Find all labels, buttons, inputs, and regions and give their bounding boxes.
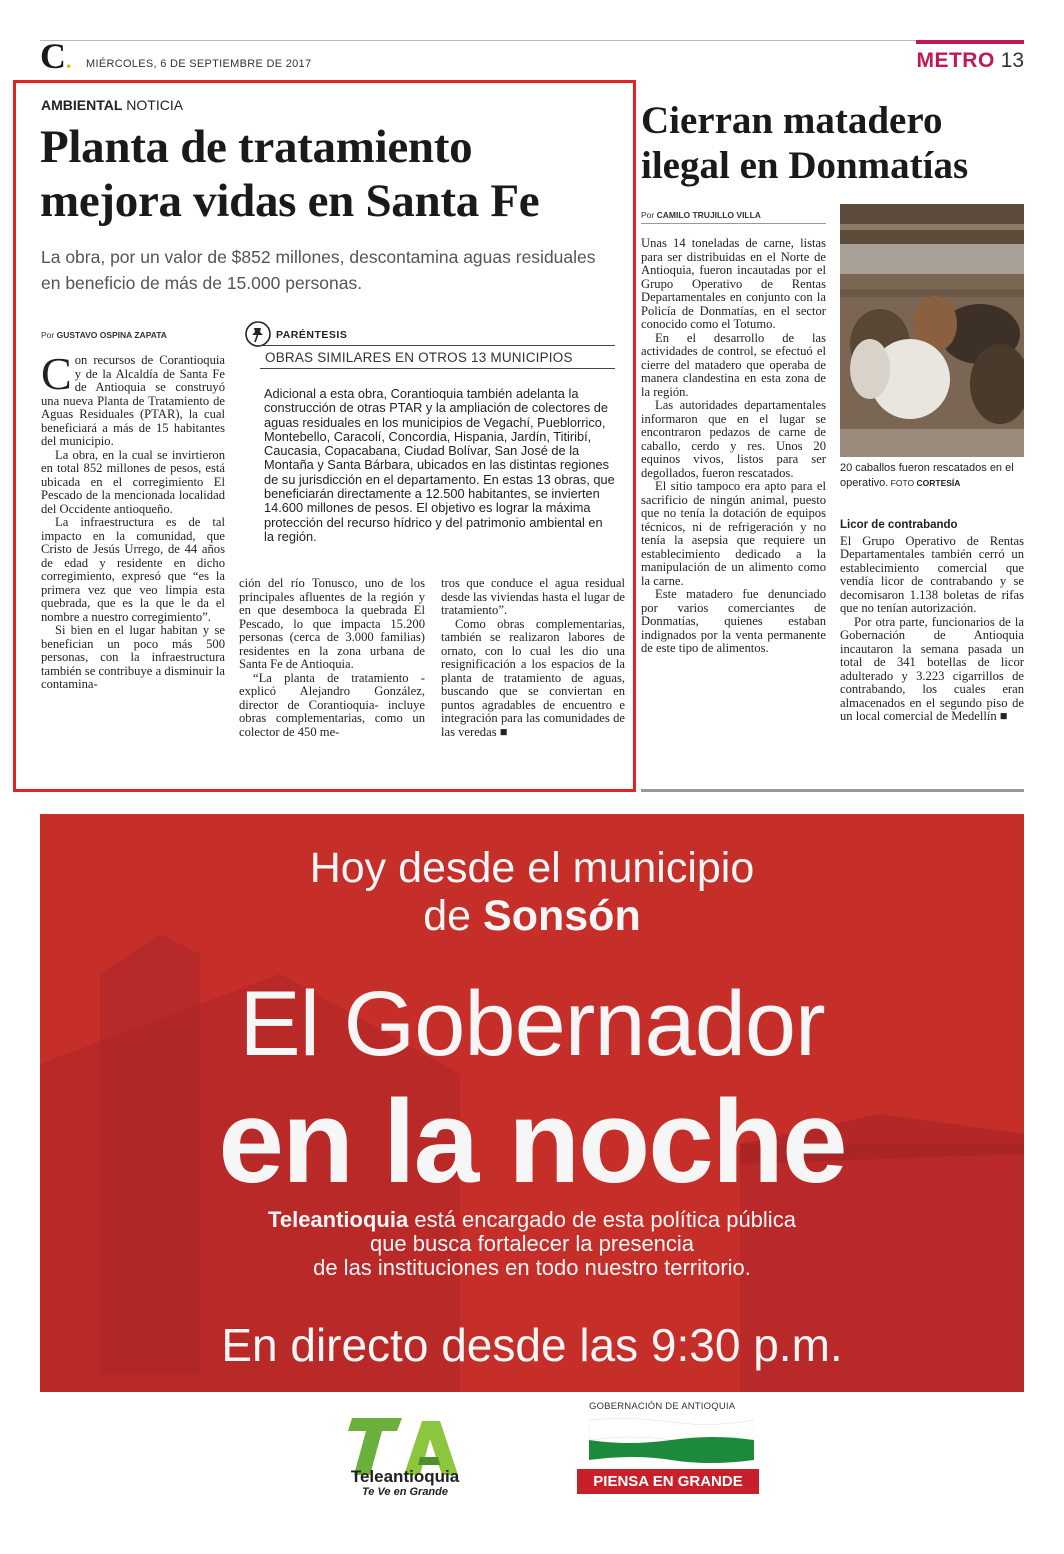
paragraph: La obra, en la cual se invirtieron en total 852 millones de pesos, está ubicada en el corregimiento El Pescado de la mencionada localidad del Occidente antioqueño.: [41, 447, 225, 516]
ad-line-5: Teleantioquia está encargado de esta política pública: [268, 1207, 796, 1232]
side-column-2: [840, 519, 1024, 724]
paragraph: Con recursos de Corantioquia y de la Alcaldía de Santa Fe de Antioquia se construyó una nueva Planta de Tratamiento de Aguas Residuales (PTAR), la cual beneficiará a más de 15 habitantes del municipio.: [41, 348, 225, 448]
gobernacion-label: GOBERNACIÓN DE ANTIOQUIA: [589, 1401, 736, 1412]
teleantioquia-name: Teleantioquia: [350, 1467, 460, 1486]
section-header: [916, 50, 1024, 72]
paragraph: Este matadero fue denunciado por varios comerciantes de Donmatías, quienes estaban indignados por la venta permanente de este tipo de alimentos.: [641, 587, 826, 655]
article-column-3: [441, 577, 625, 739]
ad-title: El Gobernador: [239, 973, 825, 1075]
paragraph: La infraestructura es de tal impacto en la comunidad, que Cristo de Jesús Urrego, de 44 años de edad y residente en dicho corregimiento, expresó que “es la primera vez que veo limpia esta quebrada, que es la que le da el nombre a nuestro corregimiento”.: [41, 515, 225, 624]
article-column-2: [239, 577, 425, 739]
section-name: METRO: [916, 49, 995, 72]
article-column-1: [41, 348, 225, 692]
side-bottom-rule: [641, 789, 1024, 792]
paragraph: Como obras complementarias, también se realizaron labores de ornato, con lo cual les dio una resignificación a los espacios de la planta de tratamiento de aguas, buscando que se conviertan en puntos agradables de encuentro e integración para las comunidades de las veredas ■: [441, 616, 625, 739]
paragraph: El Grupo Operativo de Rentas Departamentales también cerró un establecimiento comercial que vendía licor de contrabando y se decomisaron 1.138 boletas de rifas que no tenían autorización.: [840, 533, 1024, 615]
side-column-1: [641, 237, 826, 656]
ad-schedule: En directo desde las 9:30 p.m.: [221, 1319, 843, 1371]
ad-title-bold: en la noche: [218, 1076, 846, 1208]
gobernacion-banner: PIENSA EN GRANDE: [577, 1469, 759, 1494]
side-byline: Por CAMILO TRUJILLO VILLA: [641, 210, 761, 220]
ad-line-2: de Sonsón: [423, 892, 641, 940]
paragraph: tros que conduce el agua residual desde las viviendas hasta el lugar de tratamiento”.: [441, 576, 625, 617]
article-headline: Planta de tratamiento mejora vidas en Santa Fe: [40, 121, 540, 227]
paragraph: Las autoridades departamentales informaron que en el lugar se encontraron pedazos de carne de caballo, cerdo y res. Unos 20 equinos vivos, listos para ser degollados, fueron rescatados.: [641, 398, 826, 480]
parentesis-title: OBRAS SIMILARES EN OTROS 13 MUNICIPIOS: [260, 345, 615, 369]
drop-cap: C: [41, 348, 72, 399]
side-byline-rule: [641, 223, 826, 224]
paragraph: “La planta de tratamiento -explicó Alejandro González, director de Corantioquia- incluye obras complementarias, como un colector de 450 me-: [239, 670, 425, 739]
parentesis-body: Adicional a esta obra, Corantioquia también adelanta la construcción de otras PTAR y la ampliación de colectores de aguas residuales en los municipios de Vegachí, Pueblorrico, Montebello, Caracolí, Concordia, Hispania, Jardín, Titiribí, Caucasia, Copacabana, Ciudad Bolívar, San José de la Montaña y Santa Bárbara, ubicados en las distintas regiones de su jurisdicción en el departamento. En estas 13 obras, que beneficiarán directamente a 12.500 habitantes, se invierten 14.600 millones de pesos. El objetivo es lograr la máxima protección del recurso hídrico y del patrimonio ambiental en la región.: [264, 386, 615, 544]
header-rule: [40, 40, 1024, 41]
side-headline: Cierran matadero ilegal en Donmatías: [641, 99, 969, 187]
antioquia-flag-icon: [589, 1416, 754, 1464]
teleantioquia-slogan: Te Ve en Grande: [362, 1486, 448, 1498]
advertisement: [40, 814, 1024, 1392]
paragraph: Si bien en el lugar habitan y se benefician un poco más 500 personas, con la infraestructura también se contribuye a disminuir la contamina-: [41, 623, 225, 691]
parentesis-label: PARÉNTESIS: [276, 329, 348, 341]
newspaper-logo: C.: [40, 36, 72, 76]
page-number: 13: [1000, 49, 1024, 72]
article-kicker: AMBIENTAL NOTICIA: [41, 97, 184, 113]
side-subhead: Licor de contrabando: [840, 519, 958, 531]
pushpin-icon: [244, 320, 272, 348]
paragraph: En el desarrollo de las actividades de control, se efectuó el cierre del matadero que operaba de manera clandestina en esta zona de la región.: [641, 330, 826, 399]
ad-line-1: Hoy desde el municipio: [309, 844, 755, 892]
paragraph: Por otra parte, funcionarios de la Gobernación de Antioquia incautaron la semana pasada un total de 341 botellas de licor adulterado y 3.223 cigarrillos de contrabando, los cuales eran almacenados en el segundo piso de un local comercial de Medellín ■: [840, 614, 1024, 723]
issue-date: MIÉRCOLES, 6 DE SEPTIEMBRE DE 2017: [86, 58, 312, 70]
article-byline: Por GUSTAVO OSPINA ZAPATA: [41, 330, 167, 340]
ad-line-6: que busca fortalecer la presencia: [369, 1231, 695, 1256]
paragraph: Unas 14 toneladas de carne, listas para ser distribuidas en el Norte de Antioquia, fueron incautadas por el Grupo Operativo de Rentas Departamentales en conjunto con la Policía de Donmatías, en el sector conocido como el Totumo.: [641, 236, 826, 331]
paragraph: El sitio tampoco era apto para el sacrificio de ningún animal, puesto que no tenía la dotación de equipos técnicos, ni de refrigeración y no tenía la asepsia que requiere un establecimiento dedicado a la manipulación de un alimento como la carne.: [641, 479, 826, 588]
section-bar: [916, 40, 1024, 44]
ad-line-7: de las instituciones en todo nuestro territorio.: [313, 1255, 751, 1280]
article-deck: La obra, por un valor de $852 millones, descontamina aguas residuales en beneficio de más de 15.000 personas.: [41, 247, 596, 293]
photo-caption: 20 caballos fueron rescatados en el operativo. FOTO CORTESÍA: [840, 462, 1014, 489]
horses-photo: [840, 204, 1024, 457]
paragraph: ción del río Tonusco, uno de los principales afluentes de la región y en que desemboca la quebrada El Pescado, lo que impacta 15.200 personas (cerca de 3.000 familias) residentes en la zona urbana de Santa Fe de Antioquia.: [239, 576, 425, 671]
